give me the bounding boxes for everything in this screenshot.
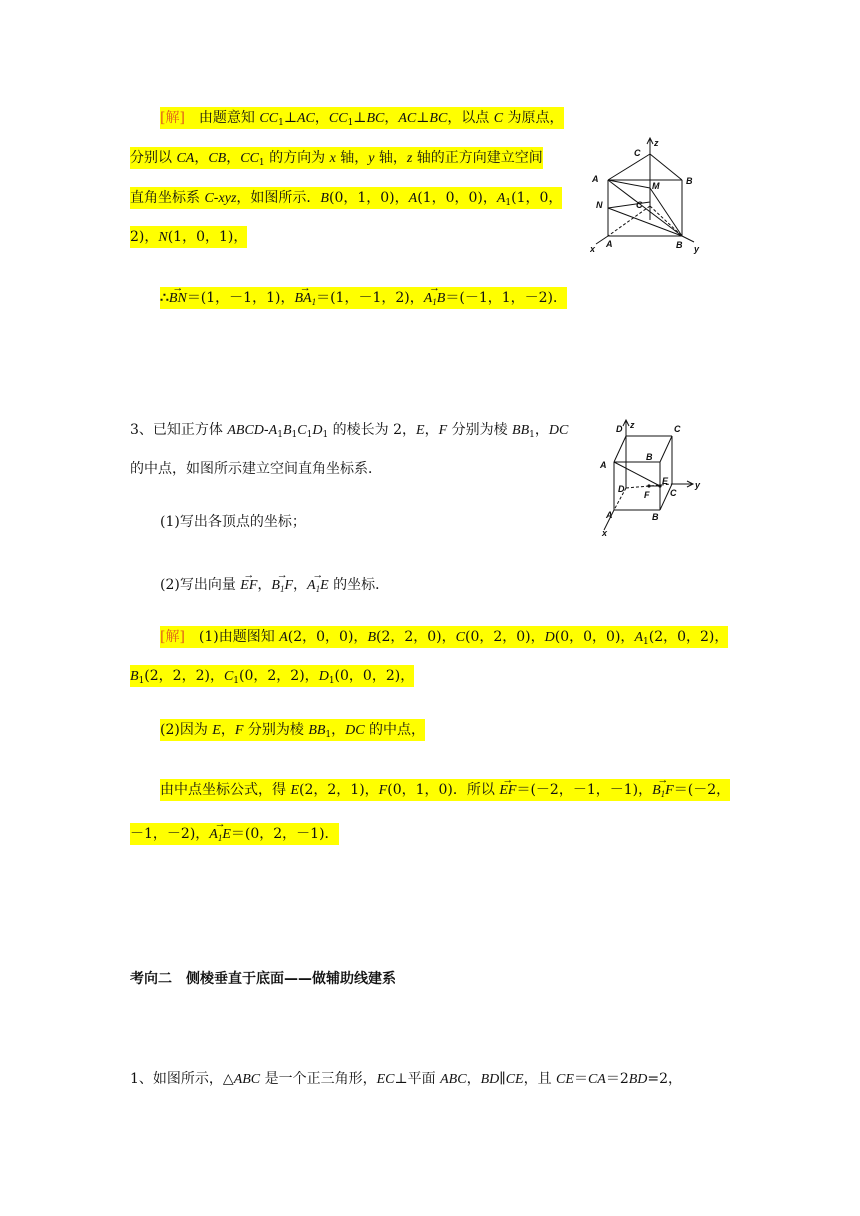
problem3-line-1: 3、已知正方体 ABCD-$A_1B_1C_1D_1$ 的棱长为 2，E，F 分别为棱 $BB_1$，DC: [130, 422, 569, 440]
question-2: (2)写出向量 → EF，→ $B_1F$，→ $A_1E$ 的坐标．: [160, 574, 389, 597]
label-m: M: [652, 181, 660, 191]
label-e: E: [662, 476, 669, 486]
section-heading: 考向二 侧棱垂直于底面——做辅助线建系: [130, 971, 396, 987]
label-c1-2: C: [674, 424, 681, 434]
label-b-2: B: [652, 512, 659, 522]
label-d: D: [618, 484, 625, 494]
answer-line-2: $B_1(2$，2，2)，$C_1(0$，2，2)，$D_1(0$，0，2)，: [130, 665, 414, 688]
cube-figure: [596, 418, 706, 538]
label-b: B: [676, 240, 683, 250]
label-y: y: [694, 244, 700, 254]
label-c-2: C: [670, 488, 677, 498]
label-a: A: [606, 239, 613, 249]
answer-line-3: (2)因为 E，F 分别为棱 $BB_1$，DC 的中点，: [160, 719, 425, 742]
label-c: C: [636, 200, 643, 210]
solution-tag: [解]: [160, 110, 185, 126]
label-a1: A: [592, 174, 599, 184]
problem1-line-1: 1、如图所示，△ABC 是一个正三角形，EC⊥平面 ABC，BD∥CE，且 CE＝CA＝2BD=2，: [130, 1071, 683, 1087]
label-f: F: [644, 490, 650, 500]
label-n: N: [596, 200, 603, 210]
label-y2: y: [695, 480, 701, 490]
answer-tag: [解]: [160, 629, 185, 645]
question-1: (1)写出各顶点的坐标；: [160, 514, 306, 530]
prism-figure: [590, 132, 710, 262]
label-z2: z: [630, 420, 635, 430]
problem3-line-2: 的中点，如图所示建立空间直角坐标系．: [130, 461, 382, 477]
label-z: z: [654, 138, 659, 148]
label-c1: C: [634, 148, 641, 158]
label-b1-2: B: [646, 452, 653, 462]
label-a-2: A: [606, 510, 613, 520]
label-d1: D: [616, 424, 623, 434]
answer-line-4: 由中点坐标公式，得 E(2，2，1)，F(0，1，0)．所以 → EF＝(－2，－1，－1)，→ $B_1F=(-2$，: [160, 779, 730, 802]
answer-line-1: [解] (1)由题图知 A(2，0，0)，B(2，2，0)，C(0，2，0)，D(0，0，0)，$A_1(2$，0，2)，: [160, 626, 728, 649]
answer-line-5: －1，－2)，→ $A_1E=(0$，2，－1)．: [130, 823, 339, 846]
label-x2: x: [602, 528, 608, 538]
solution-line-2: 分别以 CA，CB，$CC_1$ 的方向为 x 轴，y 轴，z 轴的正方向建立空间: [130, 147, 543, 170]
label-x: x: [590, 244, 596, 254]
solution-line-1: [解] 由题意知 $CC_1\perp AC$，$CC_1\perp BC$，AC⊥BC，以点 C 为原点，: [160, 107, 564, 130]
label-a1-2: A: [600, 460, 607, 470]
solution-line-3: 直角坐标系 C-xyz，如图所示．B(0，1，0)，A(1，0，0)，$A_1(1$，0，: [130, 187, 562, 210]
label-b1: B: [686, 176, 693, 186]
solution-line-4: 2)，N(1，0，1)，: [130, 226, 247, 249]
solution-line-5: ∴→ BN＝(1，－1，1)，→ $BA_1=(1$，－1，2)，→ $A_1B=(-1$，1，－2)．: [160, 287, 567, 310]
